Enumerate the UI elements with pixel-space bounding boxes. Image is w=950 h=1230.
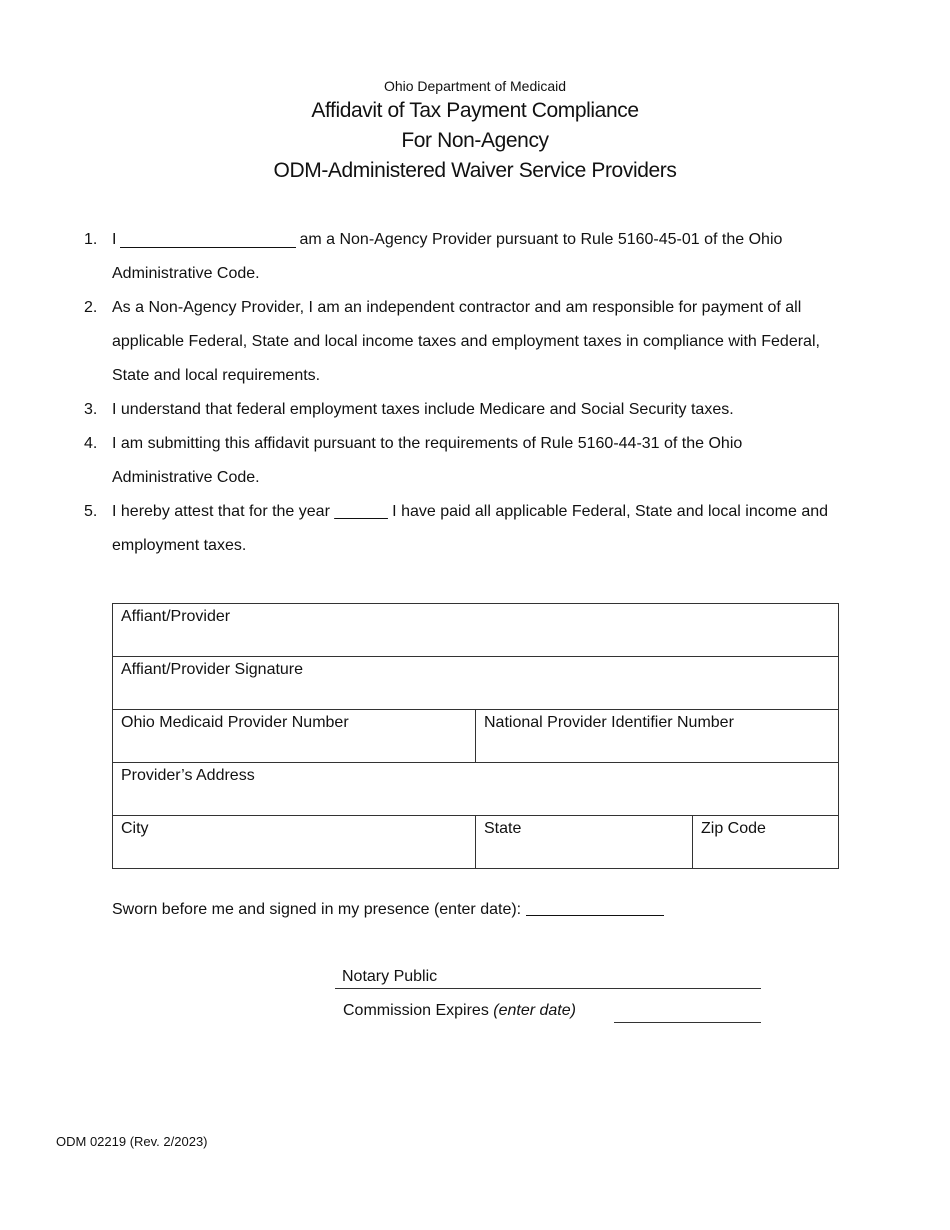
document-title-line-1: Affidavit of Tax Payment Compliance [311,99,639,122]
statement-item [84,495,844,563]
national-provider-identifier-field[interactable] [476,710,839,763]
national-provider-identifier-label: National Provider Identifier Number [484,714,734,731]
statement-item [84,427,844,495]
state-field[interactable] [476,816,693,869]
notary-public-label: Notary Public [342,968,438,985]
agency-name: Ohio Department of Medicaid [383,78,567,94]
zip-code-field[interactable] [693,816,839,869]
zip-code-label: Zip Code [701,820,766,837]
form-number: ODM 02219 (Rev. 2/2023) [56,1134,208,1149]
affiant-provider-signature-label: Affiant/Provider Signature [121,661,304,678]
city-label: City [121,820,149,837]
city-field[interactable] [113,816,476,869]
statement-text: I understand that federal employment taxes include Medicare and Social Security taxes. [112,401,734,418]
affidavit-statements [84,223,844,563]
provider-info-table [112,603,839,869]
statement-number: 1. [84,231,98,248]
statement-number: 3. [84,401,98,418]
ohio-medicaid-provider-number-field[interactable] [113,710,476,763]
document-header [0,76,950,186]
provider-address-label: Provider’s Address [121,767,255,784]
statement-number: 4. [84,435,98,452]
statement-text: I hereby attest that for the year ______ I have paid all applicable Federal, State and local income and employment taxes. [112,503,829,554]
sworn-date-blank[interactable] [526,899,664,916]
statement-item [84,393,844,427]
commission-expires-label: Commission Expires [343,1002,489,1019]
notary-public-signature-line[interactable] [335,966,761,989]
sworn-label: Sworn before me and signed in my presence (enter date): [112,901,522,918]
statement-text-after-blank: am a Non-Agency Provider pursuant to Rule 5160-45-01 of the Ohio Administrative Code. [112,231,783,282]
statement-text: I am submitting this affidavit pursuant to the requirements of Rule 5160-44-31 of the Ohio Administrative Code. [112,435,743,486]
document-title-line-3: ODM-Administered Waiver Service Providers [273,159,677,182]
commission-expires [343,1000,576,1022]
affiant-provider-signature-field[interactable] [113,657,839,710]
sworn-statement [112,899,664,921]
statement-item [84,223,844,291]
affiant-provider-field[interactable] [113,604,839,657]
statement-number: 5. [84,503,98,520]
statement-item [84,291,844,393]
statement-text: As a Non-Agency Provider, I am an independent contractor and am responsible for payment of all applicable Federal, State and local income taxes and employment taxes in compliance with Federal, State and local requirements. [112,299,820,384]
state-label: State [484,820,522,837]
provider-address-field[interactable] [113,763,839,816]
document-title-line-2: For Non-Agency [401,129,549,152]
statement-number: 2. [84,299,98,316]
statement-text-before-blank: I [112,231,117,248]
provider-name-blank[interactable] [120,227,296,248]
ohio-medicaid-provider-number-label: Ohio Medicaid Provider Number [121,714,349,731]
commission-expires-hint: (enter date) [493,1002,576,1019]
commission-date-blank[interactable] [614,1022,761,1023]
affiant-provider-label: Affiant/Provider [121,608,231,625]
